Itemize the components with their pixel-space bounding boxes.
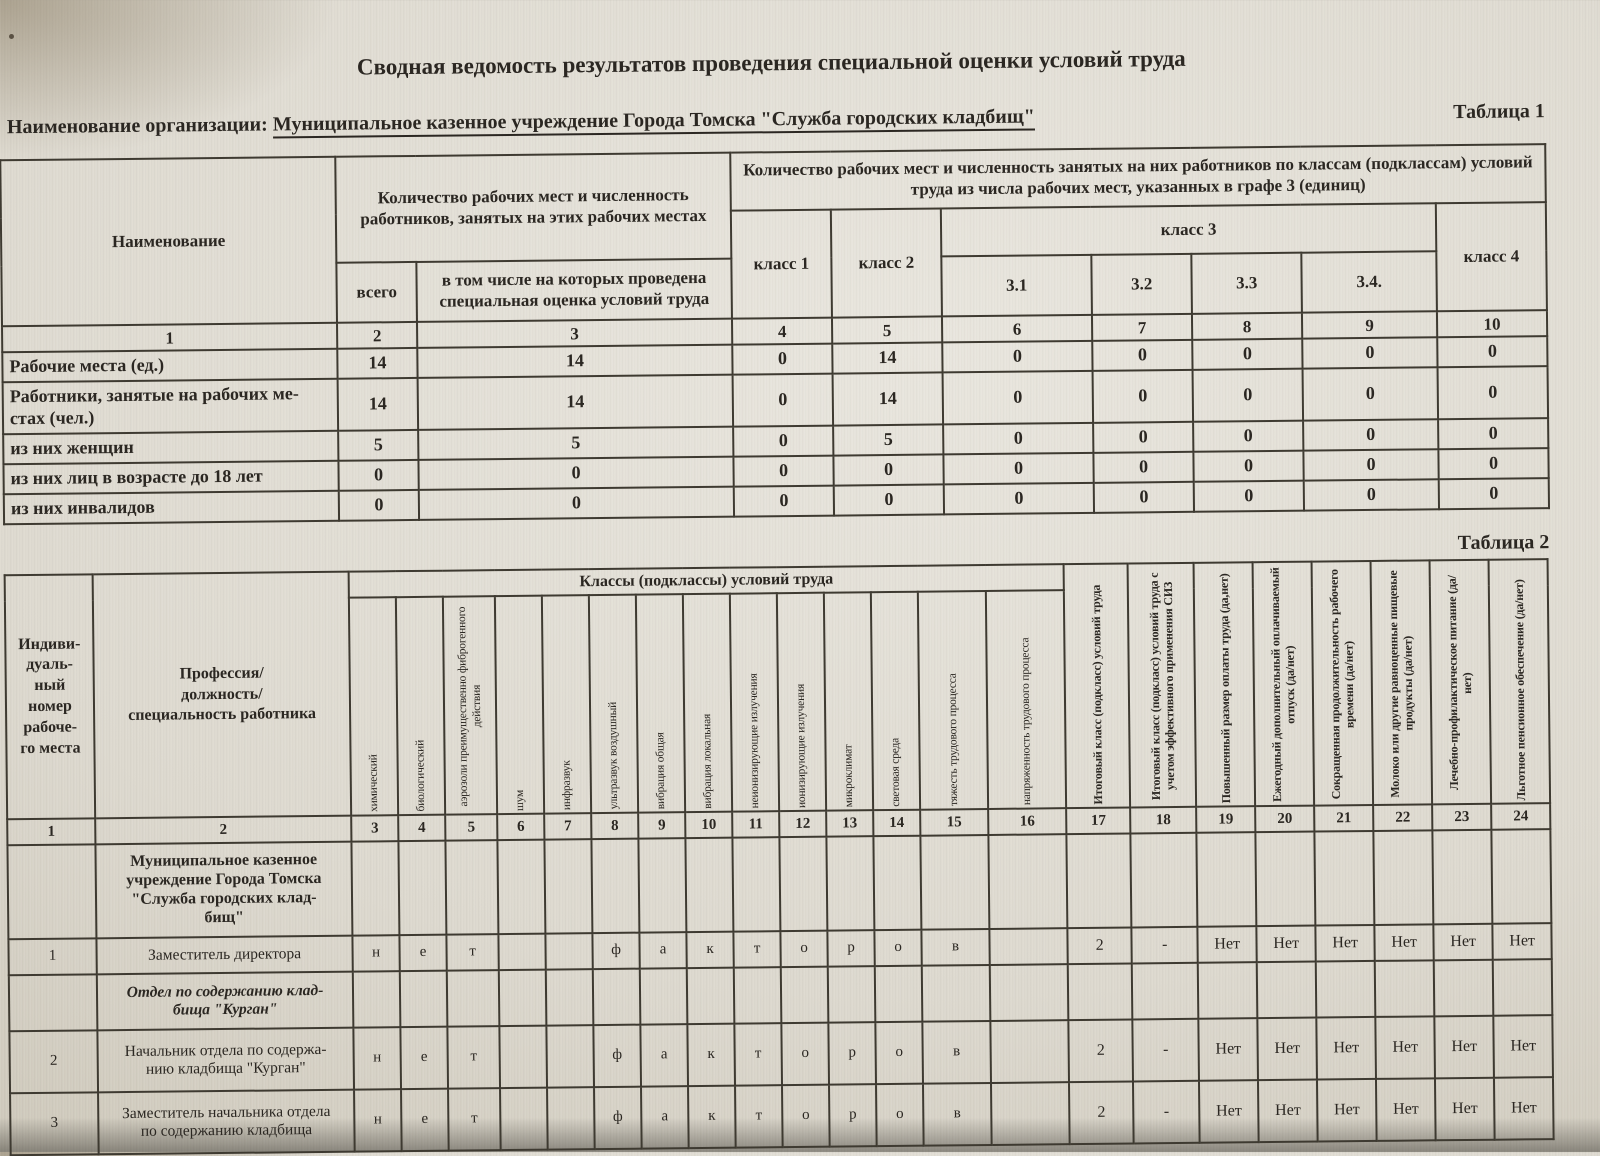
row-label: из них инвалидов (4, 491, 339, 525)
cell: 0 (1437, 336, 1547, 367)
cell: 0 (734, 486, 834, 517)
t2-header-aerosols-text: аэрозоли преимущественно фиброгенного действия (455, 606, 484, 807)
cell: т (447, 1026, 500, 1089)
t2-header-biological-text: биологический (414, 740, 428, 812)
colnum: 13 (826, 810, 873, 836)
cell: Нет (1257, 1018, 1317, 1081)
colnum: 18 (1130, 807, 1196, 834)
t2-header-intensity (986, 590, 1066, 809)
cell: Нет (1199, 1080, 1259, 1143)
cell: Нет (1494, 1077, 1554, 1140)
t2-header-biological (396, 597, 445, 815)
t2-header-final-class (1064, 564, 1131, 809)
cell: е (400, 1027, 448, 1089)
colnum: 19 (1196, 806, 1255, 833)
cell: 0 (942, 341, 1092, 373)
cell (1375, 960, 1435, 1017)
row-label: Начальник отдела по содержа- нию кладбища "Курган" (97, 1028, 354, 1093)
cell (875, 966, 923, 1022)
cell: 0 (1438, 418, 1548, 449)
cell (1434, 960, 1494, 1017)
cell (989, 928, 1068, 965)
colnum: 24 (1491, 803, 1550, 830)
cell (445, 840, 498, 935)
cell (1067, 833, 1132, 928)
cell: 0 (418, 457, 733, 490)
t2-header-vibration-local-text: вибрация локальная (701, 714, 715, 809)
cell: к (687, 1024, 735, 1086)
t2-header-chemical-text: химический (368, 754, 381, 813)
cell (873, 836, 921, 930)
cell (1068, 963, 1133, 1020)
document-title: Сводная ведомость результатов проведения специальной оценки условий труда (356, 45, 1186, 80)
colnum: 20 (1255, 806, 1314, 833)
cell: Нет (1258, 1080, 1318, 1143)
organization-line (0, 100, 1545, 139)
cell (990, 964, 1069, 1021)
colnum: 1 (7, 818, 95, 845)
cell (1198, 962, 1258, 1019)
row-label: Заместитель начальника отдела по содержанию кладбища (98, 1090, 355, 1155)
t2-header-milk (1371, 560, 1433, 805)
cell: 0 (1303, 419, 1438, 450)
cell: н (352, 935, 399, 971)
t2-header-noise-text: шум (514, 789, 527, 811)
cell: 14 (417, 345, 732, 378)
t2-header-ionizing-text: ионизирующие излучения (795, 683, 809, 808)
cell: о (875, 1022, 923, 1084)
cell: 0 (1439, 478, 1549, 509)
row-label: Муниципальное казенное учреждение Города Томска "Служба городских клад- бищ" (95, 842, 352, 939)
colnum: 10 (685, 812, 732, 838)
cell: ф (593, 1025, 641, 1087)
colnum: 6 (942, 315, 1092, 343)
cell: Нет (1316, 925, 1375, 962)
cell: Нет (1492, 923, 1551, 960)
cell: 2 (1068, 927, 1132, 964)
cell: а (640, 1024, 688, 1086)
t2-header-workplace-id: Индиви- дуаль- ный номер рабоче- го места (5, 574, 96, 819)
colnum: 2 (337, 322, 417, 349)
t2-header-nonionizing-text: неионизирующие излучения (748, 673, 762, 809)
cell (779, 837, 827, 931)
colnum: 7 (544, 813, 591, 839)
cell: е (399, 935, 446, 971)
cell: т (735, 1085, 783, 1147)
cell (732, 837, 780, 931)
cell: к (686, 932, 733, 968)
t2-header-noise (495, 596, 544, 814)
cell: 1 (8, 938, 96, 975)
cell: н (354, 1089, 402, 1151)
cell: т (448, 1088, 501, 1151)
cell: Нет (1435, 1078, 1495, 1141)
cell: Нет (1433, 924, 1492, 961)
t2-header-increased-pay (1194, 562, 1256, 807)
colnum: 9 (638, 812, 685, 838)
table1-caption: Таблица 1 (1453, 100, 1545, 124)
t2-header-nonionizing (730, 593, 779, 811)
t2-header-light-text: световая среда (889, 738, 903, 808)
row-label: Заместитель директора (96, 936, 352, 975)
colnum: 17 (1066, 807, 1130, 834)
t2-header-ultrasound (589, 595, 638, 813)
t2-header-intensity-text: напряженность трудового процесса (1019, 637, 1034, 806)
row-label: из них женщин (3, 431, 338, 465)
cell (591, 839, 639, 933)
cell: 0 (733, 426, 833, 457)
t2-header-vibration-general-text: вибрация общая (654, 732, 668, 810)
t2-header-milk-text: Молоко или другие равноценные пищевые продукты (да/нет) (1386, 570, 1416, 798)
cell (1256, 832, 1316, 927)
cell: Нет (1434, 1016, 1494, 1079)
t2-header-early-pension-text: Льготное пенсионное обеспечение (да/нет) (1511, 579, 1528, 801)
colnum: 3 (417, 319, 732, 348)
cell: 0 (1093, 452, 1193, 483)
cell (828, 966, 876, 1022)
cell (1374, 830, 1434, 925)
t1-header-sub31: 3.1 (941, 255, 1092, 317)
colnum: 14 (873, 810, 920, 836)
cell (398, 841, 446, 935)
colnum: 10 (1437, 310, 1547, 337)
cell: 0 (1438, 448, 1548, 479)
t2-header-profession: Профессия/ должность/ специальность работника (93, 572, 352, 819)
cell: 0 (1194, 481, 1304, 512)
t2-header-preventive-nutrition (1430, 560, 1492, 805)
cell: о (782, 1085, 830, 1147)
cell: к (688, 1086, 736, 1148)
colnum: 1 (2, 323, 337, 353)
colnum: 11 (732, 811, 779, 837)
table2-caption: Таблица 2 (1457, 531, 1550, 555)
cell: 0 (833, 454, 943, 485)
cell: 0 (732, 344, 832, 375)
cell: р (829, 1084, 877, 1146)
t2-header-additional-leave-text: Ежегодный дополнительный оплачиваемый отпуск (да/нет) (1268, 567, 1298, 803)
table1-summary (0, 143, 1550, 525)
cell: 0 (1193, 421, 1303, 452)
cell: 0 (338, 460, 418, 491)
t2-header-ionizing (777, 593, 826, 811)
cell: 14 (418, 375, 734, 430)
colnum: 8 (1192, 313, 1302, 340)
cell: 0 (1093, 422, 1193, 453)
cell: 14 (832, 342, 942, 373)
t2-header-infrasound-text: инфразвук (561, 760, 574, 811)
t2-header-final-class-siz-text: Итоговый класс (подкласс) условий труда с учетом эффективного применения СИЗ (1146, 572, 1178, 801)
t1-header-group1: Количество рабочих мест и численность работников, занятых на этих рабочих местах (335, 153, 731, 263)
colnum: 15 (920, 809, 988, 836)
cell: 0 (339, 490, 419, 521)
cell (640, 968, 688, 1024)
cell: 0 (1438, 366, 1549, 419)
cell: т (446, 934, 498, 971)
cell: Нет (1376, 1078, 1436, 1141)
cell: Нет (1198, 926, 1257, 963)
colnum: 8 (591, 813, 638, 839)
colnum: 16 (988, 808, 1066, 835)
cell (499, 1026, 547, 1088)
cell (498, 934, 545, 970)
colnum: 9 (1302, 311, 1437, 338)
cell: Нет (1493, 1015, 1553, 1078)
t2-header-aerosols (443, 596, 497, 815)
cell (826, 836, 874, 930)
t2-header-final-class-siz (1128, 563, 1197, 808)
colnum: 3 (351, 815, 398, 841)
cell (9, 974, 98, 1031)
t2-header-early-pension (1489, 559, 1551, 804)
t1-header-sub34: 3.4. (1301, 251, 1437, 312)
cell (1131, 833, 1198, 928)
t2-header-microclimate (824, 592, 873, 810)
cell: ф (592, 933, 639, 969)
t2-header-classes-band: Классы (подклассы) условий труда (349, 564, 1064, 597)
cell (1316, 961, 1376, 1018)
t2-header-ultrasound-text: ультразвук воздушный (607, 702, 621, 810)
row-label: Работники, занятые на рабочих ме- стах (чел.) (3, 379, 339, 435)
cell (638, 838, 686, 932)
cell (500, 1088, 548, 1150)
cell: 2 (1068, 1019, 1133, 1082)
t2-header-chemical (349, 597, 398, 815)
cell: н (353, 1027, 401, 1089)
cell (546, 1025, 594, 1087)
t1-header-sub33: 3.3 (1191, 253, 1302, 314)
t2-header-severity-text: тяжесть трудового процесса (946, 673, 961, 807)
t2-header-infrasound (542, 595, 591, 813)
cell: е (401, 1089, 449, 1151)
t2-header-additional-leave (1253, 562, 1315, 807)
cell: в (923, 1083, 992, 1146)
colnum: 5 (445, 814, 497, 841)
t1-header-class3: класс 3 (941, 203, 1436, 256)
cell: 0 (834, 484, 944, 515)
colnum: 21 (1314, 805, 1373, 832)
cell (499, 970, 547, 1026)
cell (685, 838, 733, 932)
cell: Нет (1317, 1079, 1377, 1142)
cell (447, 970, 500, 1027)
colnum: 4 (732, 318, 832, 345)
t2-header-microclimate-text: микроклимат (842, 744, 856, 808)
cell: а (639, 932, 686, 968)
cell (922, 965, 991, 1022)
cell: т (733, 931, 780, 967)
cell (546, 969, 594, 1025)
t2-header-increased-pay-text: Повышенный размер оплаты труда (да,нет) (1216, 573, 1233, 804)
cell: 0 (1302, 337, 1437, 368)
t2-header-severity (918, 591, 988, 810)
cell: 5 (418, 427, 733, 460)
cell: 0 (944, 483, 1094, 515)
cell: 0 (943, 453, 1093, 485)
cell (1492, 829, 1552, 924)
cell (1132, 963, 1199, 1020)
cell: 2 (1069, 1081, 1134, 1144)
cell: 0 (943, 371, 1094, 425)
colnum: 6 (497, 814, 544, 840)
t1-header-group2: Количество рабочих мест и численность занятых на них работников по классам (подклассам) условий труда из числа рабочих мест, указанных в графе 3 (единиц) (730, 144, 1546, 211)
cell (781, 967, 829, 1023)
cell: о (874, 930, 921, 966)
cell: 0 (1193, 369, 1304, 422)
cell: 0 (733, 374, 834, 427)
cell (988, 834, 1067, 929)
cell (544, 839, 592, 933)
cell: 0 (1192, 339, 1302, 370)
t1-header-class4: класс 4 (1436, 202, 1547, 311)
cell: 0 (1304, 479, 1439, 510)
cell: 5 (338, 430, 418, 461)
cell (734, 967, 782, 1023)
cell: в (922, 1021, 991, 1084)
cell (353, 971, 401, 1027)
cell (990, 1020, 1069, 1083)
cell: 5 (833, 424, 943, 455)
t2-header-reduced-hours-text: Сокращенная продолжительность рабочего времени (да/нет) (1327, 569, 1357, 800)
cell: 2 (9, 1030, 98, 1093)
cell: о (876, 1084, 924, 1146)
cell (547, 1087, 595, 1149)
cell (991, 1082, 1070, 1145)
t2-header-preventive-nutrition-text: Лечебно-профилактическое питание (да/нет) (1445, 575, 1475, 791)
cell: 14 (338, 378, 419, 431)
colnum: 22 (1373, 804, 1432, 831)
cell: 3 (10, 1092, 99, 1155)
cell: 0 (1092, 340, 1192, 371)
colnum: 23 (1432, 804, 1491, 831)
cell: 0 (419, 487, 734, 520)
cell: 0 (1093, 370, 1194, 423)
t1-header-sub32: 3.2 (1091, 254, 1192, 315)
cell: 0 (1094, 482, 1194, 513)
t2-header-light (871, 592, 920, 810)
row-label: Отдел по содержанию клад- бища "Курган" (97, 972, 354, 1031)
cell: о (781, 1023, 829, 1085)
t2-header-reduced-hours (1312, 561, 1374, 806)
cell: - (1133, 1081, 1200, 1144)
cell: в (921, 929, 989, 966)
row-label: Рабочие места (ед.) (2, 349, 337, 383)
cell (545, 933, 592, 969)
cell: Нет (1375, 1016, 1435, 1079)
colnum: 4 (398, 815, 445, 841)
t2-header-vibration-local (683, 594, 732, 812)
cell: т (734, 1023, 782, 1085)
cell: Нет (1375, 924, 1434, 961)
table-row-organization (7, 829, 1551, 939)
cell: р (827, 930, 874, 966)
colnum: 7 (1092, 314, 1192, 341)
row-label: из них лиц в возрасте до 18 лет (3, 461, 338, 495)
cell: 14 (833, 372, 944, 425)
cell (1257, 962, 1317, 1019)
cell: 0 (1193, 451, 1303, 482)
t1-header-name: Наименование (0, 157, 337, 326)
organization-label: Наименование организации: (6, 113, 268, 139)
cell (400, 971, 448, 1027)
t2-header-vibration-general (636, 594, 685, 812)
organization-name: Муниципальное казенное учреждение Города Томска "Служба городских кладбищ" (273, 105, 1035, 138)
cell (497, 840, 545, 934)
cell: Нет (1316, 1017, 1376, 1080)
cell (351, 841, 399, 935)
cell (920, 835, 989, 930)
cell: а (641, 1086, 689, 1148)
cell: 14 (337, 348, 417, 379)
cell: 0 (733, 456, 833, 487)
cell (7, 844, 96, 939)
t1-header-class1: класс 1 (731, 210, 832, 319)
cell: 0 (1303, 367, 1439, 420)
t2-header-final-class-text: Итоговый класс (подкласс) условий труда (1088, 585, 1106, 805)
cell: - (1132, 1019, 1199, 1082)
cell: 0 (1303, 449, 1438, 480)
cell (1433, 830, 1493, 925)
cell (1493, 959, 1553, 1016)
cell (687, 968, 735, 1024)
cell: 0 (943, 423, 1093, 455)
colnum: 12 (779, 811, 826, 837)
cell: ф (594, 1087, 642, 1149)
table2-workplaces (4, 558, 1555, 1156)
cell: о (780, 931, 827, 967)
organization-label-group (7, 105, 1035, 139)
cell: - (1132, 927, 1198, 964)
t1-header-total: всего (336, 262, 417, 323)
t1-header-assessed: в том числе на которых проведена специальная оценка условий труда (416, 259, 732, 322)
cell: Нет (1257, 926, 1316, 963)
colnum: 2 (95, 816, 351, 845)
colnum: 5 (832, 316, 942, 343)
t1-header-class2: класс 2 (831, 208, 942, 317)
cell: р (828, 1022, 876, 1084)
cell (1315, 831, 1375, 926)
cell: Нет (1198, 1018, 1258, 1081)
cell (1197, 832, 1257, 927)
cell (593, 969, 641, 1025)
